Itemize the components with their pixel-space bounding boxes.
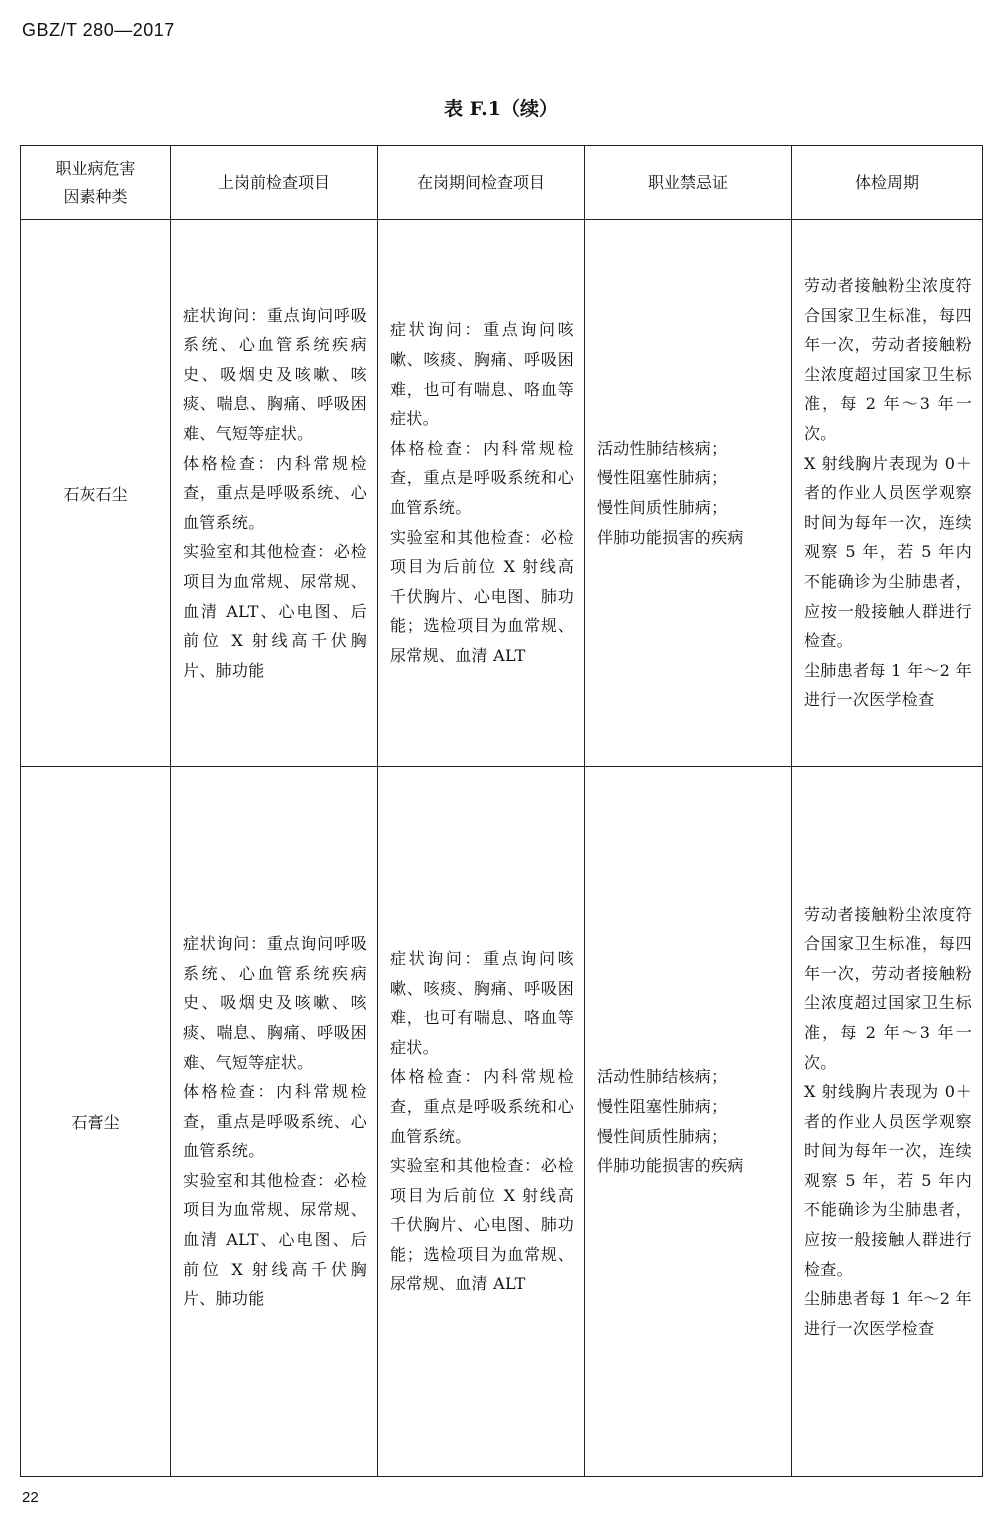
cycle-patients: 尘肺患者每 1 年～2 年进行一次医学检查 [804,660,972,710]
on-job-physical: 体格检查：内科常规检查，重点是呼吸系统和心血管系统。 [390,438,574,517]
standard-code: GBZ/T 280—2017 [22,20,175,40]
cycle-cell [792,220,983,767]
health-surveillance-table [20,145,983,1477]
on-job-symptoms: 症状询问：重点询问咳嗽、咳痰、胸痛、呼吸困难，也可有喘息、咯血等症状。 [390,320,574,429]
on-job-symptoms: 症状询问：重点询问咳嗽、咳痰、胸痛、呼吸困难，也可有喘息、咯血等症状。 [390,948,574,1057]
contraindication-item: 慢性间质性肺病； [597,1126,728,1146]
contraindications-cell [585,767,792,1477]
factor-cell [21,220,171,767]
contraindication-item: 慢性阻塞性肺病； [597,468,728,488]
cycle-frequency: 劳动者接触粉尘浓度符合国家卫生标准，每四年一次，劳动者接触粉尘浓度超过国家卫生标准，每 2 年～3 年一次。 [804,276,972,444]
col-header-contraindications: 职业禁忌证 [585,146,792,220]
col-header-cycle: 体检周期 [792,146,983,220]
table-row [21,767,983,1477]
cycle-frequency: 劳动者接触粉尘浓度符合国家卫生标准，每四年一次，劳动者接触粉尘浓度超过国家卫生标准，每 2 年～3 年一次。 [804,904,972,1072]
contraindication-item: 伴肺功能损害的疾病 [597,527,744,547]
factor-name: 石膏尘 [71,1113,120,1132]
contraindication-item: 活动性肺结核病； [597,1067,728,1087]
on-job-cell [378,220,585,767]
on-job-cell [378,767,585,1477]
pre-job-cell [171,767,378,1477]
pre-job-cell [171,220,378,767]
col-header-on-job: 在岗期间检查项目 [378,146,585,220]
table-title: 表 F.1（续） [443,98,559,120]
header-row [21,146,983,220]
pre-job-symptoms: 症状询问：重点询问呼吸系统、心血管系统疾病史、吸烟史及咳嗽、咳痰、喘息、胸痛、呼吸困难、气短等症状。 [183,934,367,1072]
cycle-cell [792,767,983,1477]
contraindication-item: 伴肺功能损害的疾病 [597,1156,744,1176]
factor-cell [21,767,171,1477]
contraindication-item: 慢性间质性肺病； [597,498,728,517]
table-row [21,220,983,767]
on-job-lab: 实验室和其他检查：必检项目为后前位 X 射线高千伏胸片、心电图、肺功能；选检项目为血常规、尿常规、血清 ALT [390,527,574,665]
pre-job-physical: 体格检查：内科常规检查，重点是呼吸系统、心血管系统。 [183,453,367,532]
factor-name: 石灰石尘 [63,484,128,504]
contraindications-cell [585,220,792,767]
pre-job-lab: 实验室和其他检查：必检项目为血常规、尿常规、血清 ALT、心电图、后前位 X 射线高千伏胸片、肺功能 [183,1170,367,1309]
cycle-patients: 尘肺患者每 1 年～2 年进行一次医学检查 [804,1289,972,1338]
cycle-observation: X 射线胸片表现为 0＋者的作业人员医学观察时间为每年一次，连续观察 5 年，若 5 年内不能确诊为尘肺患者，应按一般接触人群进行检查。 [804,453,972,651]
col-header-factor: 职业病危害 因素种类 [21,146,171,220]
contraindication-item: 慢性阻塞性肺病； [597,1096,728,1116]
pre-job-symptoms: 症状询问：重点询问呼吸系统、心血管系统疾病史、吸烟史及咳嗽、咳痰、喘息、胸痛、呼吸困难、气短等症状。 [183,305,367,444]
on-job-physical: 体格检查：内科常规检查，重点是呼吸系统和心血管系统。 [390,1067,574,1146]
pre-job-lab: 实验室和其他检查：必检项目为血常规、尿常规、血清 ALT、心电图、后前位 X 射线高千伏胸片、肺功能 [183,542,367,680]
contraindication-item: 活动性肺结核病； [597,438,728,458]
pre-job-physical: 体格检查：内科常规检查，重点是呼吸系统、心血管系统。 [183,1082,367,1161]
page-number: 22 [22,1489,39,1506]
col-header-pre-job: 上岗前检查项目 [171,146,378,220]
cycle-observation: X 射线胸片表现为 0＋者的作业人员医学观察时间为每年一次，连续观察 5 年，若 5 年内不能确诊为尘肺患者，应按一般接触人群进行检查。 [804,1082,972,1279]
on-job-lab: 实验室和其他检查：必检项目为后前位 X 射线高千伏胸片、心电图、肺功能；选检项目为血常规、尿常规、血清 ALT [390,1156,574,1294]
